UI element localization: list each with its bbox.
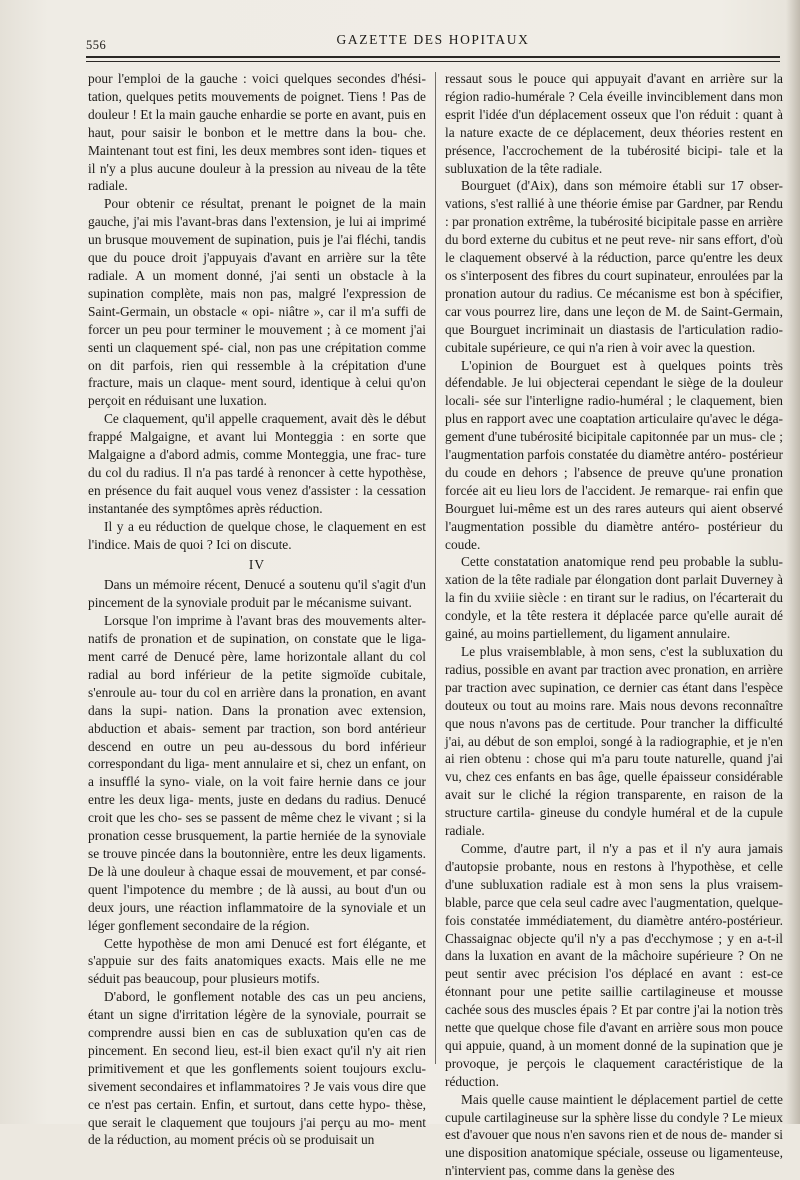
section-heading: IV: [248, 557, 266, 573]
paragraph: Il y a eu réduction de quelque chose, le claquement en est l'indice. Mais de quoi ? Ici on discute.: [88, 518, 426, 552]
left-column: [88, 70, 426, 1149]
paragraph: D'abord, le gonflement notable des cas un peu anciens, étant un signe d'irritation légère de la synoviale, pourrait se comprendre aussi bien en cas de subluxation qu'en cas de pincement. En second lieu, est-il bien exact qu'il n'y ait rien primitivement et que les gonflements soient toujours exclu- sivement secondaires et inflammatoires ? Je vais vous dire que ce n'est pas certain. Enfin, et surtout, dans cette hypo- thèse, que serait le claquement que toujours j'ai perçu au mo- ment de la réduction, au moment précis où se produisait un: [88, 989, 426, 1148]
paragraph: Ce claquement, qu'il appelle craquement, avait dès le début frappé Malgaigne, et avant lui Monteggia : en sorte que Malgaigne a d'abord admis, comme Monteggia, une frac- ture du col du radius. Il n'a pas tardé à renoncer à cette hypothèse, en présence du fait auquel vous venez d'assister : la cessation instantanée des symptômes après réduction.: [88, 411, 426, 516]
paragraph: Comme, d'autre part, il n'y a pas et il n'y aura jamais d'autopsie probante, nous en restons à l'hypothèse, et celle d'une subluxation radiale est à mon sens la plus vraisem- blable, parce que cela seul cadre avec l'augmentation, quelque- fois constatée immédiatement, du diamètre antéro-postérieur. Chassaignac objecte qu'il n'y a pas d'ecchymose ; y en a-t-il dans la luxation en avant de la mâchoire supérieure ? On ne peut sentir avec précision l'os déplacé en avant : est-ce étonnant pour une petite saillie cartilagineuse et mousse cachée sous des muscles épais ? Et par contre j'ai la notion très nette que quelque chose file d'avant en arrière sous mon pouce qui appuie, quand, à un moment donné de la supination que je provoque, je perçois le claquement caractéristique de la réduction.: [445, 840, 783, 1089]
right-column: [445, 70, 783, 1180]
paragraph: Cette hypothèse de mon ami Denucé est fort élégante, et s'appuie sur des faits anatomiques exacts. Mais elle ne me séduit pas beaucoup, pour plusieurs motifs.: [88, 935, 426, 987]
paragraph: Lorsque l'on imprime à l'avant bras des mouvements alter- natifs de pronation et de supination, on constate que le liga- ment carré de Denucé père, lame horizontale allant du col radial au bord inférieur de la petite sigmoïde cubitale, s'enroule au- tour du col en arrière dans la pronation, en avant dans la supi- nation. Dans la pronation avec extension, abduction et abais- sement par traction, son bord antérieur descend en outre un peu au-dessous du bord inférieur correspondant du liga- ment annulaire et si, chez un enfant, on a insufflé la syno- viale, on la voit faire hernie dans ce jour entre les deux liga- ments, juste en dedans du radius. Denucé croit que les cho- ses se passent de même chez le vivant ; si la pronation cesse brusquement, la partie herniée de la synoviale se trouve pincée dans la boutonnière, entre les deux ligaments. De là une douleur à chaque essai de mouvement, et par consé- quent l'impotence du membre ; de là aussi, au bout d'un ou deux jours, une réaction inflammatoire de la synoviale et un léger gonflement secondaire de la région.: [88, 613, 426, 933]
paragraph: pour l'emploi de la gauche : voici quelques secondes d'hési- tation, quelques petits mouvements de poignet. Tiens ! Pas de douleur ! Et la main gauche enhardie se porte en avant, puis en haut, pour saisir le bonbon et le mettre dans la bou- che. Maintenant tout est fini, les deux membres sont iden- tiques et il n'y a plus aucune douleur à la pression au niveau de la tête radiale.: [88, 71, 426, 194]
page-number: 556: [86, 38, 107, 52]
paragraph: Dans un mémoire récent, Denucé a soutenu qu'il s'agit d'un pincement de la synoviale produit par le mécanisme suivant.: [88, 577, 426, 611]
column-divider: [435, 72, 436, 1064]
page-header: [86, 30, 780, 50]
paragraph: L'opinion de Bourguet est à quelques points très défendable. Je lui objecterai cependant le siège de la douleur locali- sée sur l'interligne radio-huméral ; le claquement, bien plus en rapport avec une coaptation articulaire qu'avec le déga- gement d'une tubérosité bicipitale capitonnée par un mus- cle ; l'augmentation parfois constatée du diamètre antéro- postérieur du coude en dehors ; l'absence de preuve qu'une pronation forcée ait eu lieu lors de l'accident. Je remarque- rai enfin que Bourguet lui-même est un des rares auteurs qui aient observé l'augmentation possible du diamètre antéro- postérieur du coude.: [445, 357, 783, 552]
page-edge-shadow: [786, 0, 800, 1124]
paragraph: Bourguet (d'Aix), dans son mémoire établi sur 17 obser- vations, s'est rallié à une théorie émise par Gardner, par Rendu : par pronation extrême, la tubérosité bicipitale passe en arrière du bord externe du cubitus et ne peut reve- nir sans effort, d'où le claquement observé à la réduction, parce qu'entre les deux os s'interposent des fibres du court supinateur, enroulées par la pronation autour du radius. Ce mécanisme est bon à spécifier, car vous pourrez lire, dans une leçon de M. de Saint-Germain, que Bourguet incriminait un diastasis de l'articulation radio-cubitale supérieure, ce qui n'a rien à voir avec la question.: [445, 178, 783, 355]
paragraph: Mais quelle cause maintient le déplacement partiel de cette cupule cartilagineuse sur la sphère lisse du condyle ? Le mieux est d'avouer que nous n'en savons rien et de nous de- mander si une disposition anatomique spéciale, osseuse ou ligamenteuse, n'intervient pas, comme dans la genèse des: [445, 1091, 784, 1179]
header-rule-thin: [86, 61, 780, 62]
running-title: GAZETTE DES HOPITAUX: [336, 32, 530, 47]
paragraph: ressaut sous le pouce qui appuyait d'avant en arrière sur la région radio-humérale ? Cela éveille invinciblement dans mon esprit l'idée d'un déplacement osseux que l'on réduit : quant à la nature exacte de ce déplacement, deux théories restent en présence, l'accrochement de la tubérosité bicipi- tale et la subluxation de la tête radiale.: [445, 71, 783, 176]
header-rule-thick: [86, 56, 780, 58]
paragraph: Pour obtenir ce résultat, prenant le poignet de la main gauche, j'ai mis l'avant-bras dans l'extension, je lui ai imprimé un brusque mouvement de supination, puis je l'ai fléchi, tandis que du pouce droit j'appuyais d'avant en arrière sur la tête radiale. A un moment donné, j'ai senti un obstacle à la supination complète, mais non pas, malgré l'expression de Saint-Germain, un obstacle « opi- niâtre », car il m'a suffi de forcer un peu pour terminer le mouvement ; à ce moment j'ai senti un claquement spé- cial, non pas une crépitation comme on dit parfois, rien qui ressemble à la crépitation d'une fracture, mais un claque- ment sourd, identique à celui qu'on perçoit en réduisant une luxation.: [88, 196, 426, 409]
paragraph: Cette constatation anatomique rend peu probable la sublu- xation de la tête radiale par élongation dont parlait Duverney à la fin du xviiie siècle : en tirant sur le radius, on l'écarterait du condyle, et la tête restera it déplacée parce qu'elle aurait dé gainé, au moins partiellement, du ligament annulaire.: [445, 554, 783, 642]
paragraph: Le plus vraisemblable, à mon sens, c'est la subluxation du radius, possible en avant par traction avec pronation, en arrière par traction avec supination, ce dernier cas étant dans l'espèce douteux ou tout au moins rare. Mais nous devons reconnaître que nous n'avons pas de certitude. Pour trancher la difficulté j'ai, au début de son emploi, songé à la radiographie, et je n'en ai rien obtenu : chose qui m'a paru toute naturelle, quand j'ai vu, chez ces enfants en bas âge, quelle épaisseur considérable avait sur le cliché la région transparente, en raison de la structure cartila- gineuse du condyle huméral et de la cupule radiale.: [445, 644, 783, 839]
